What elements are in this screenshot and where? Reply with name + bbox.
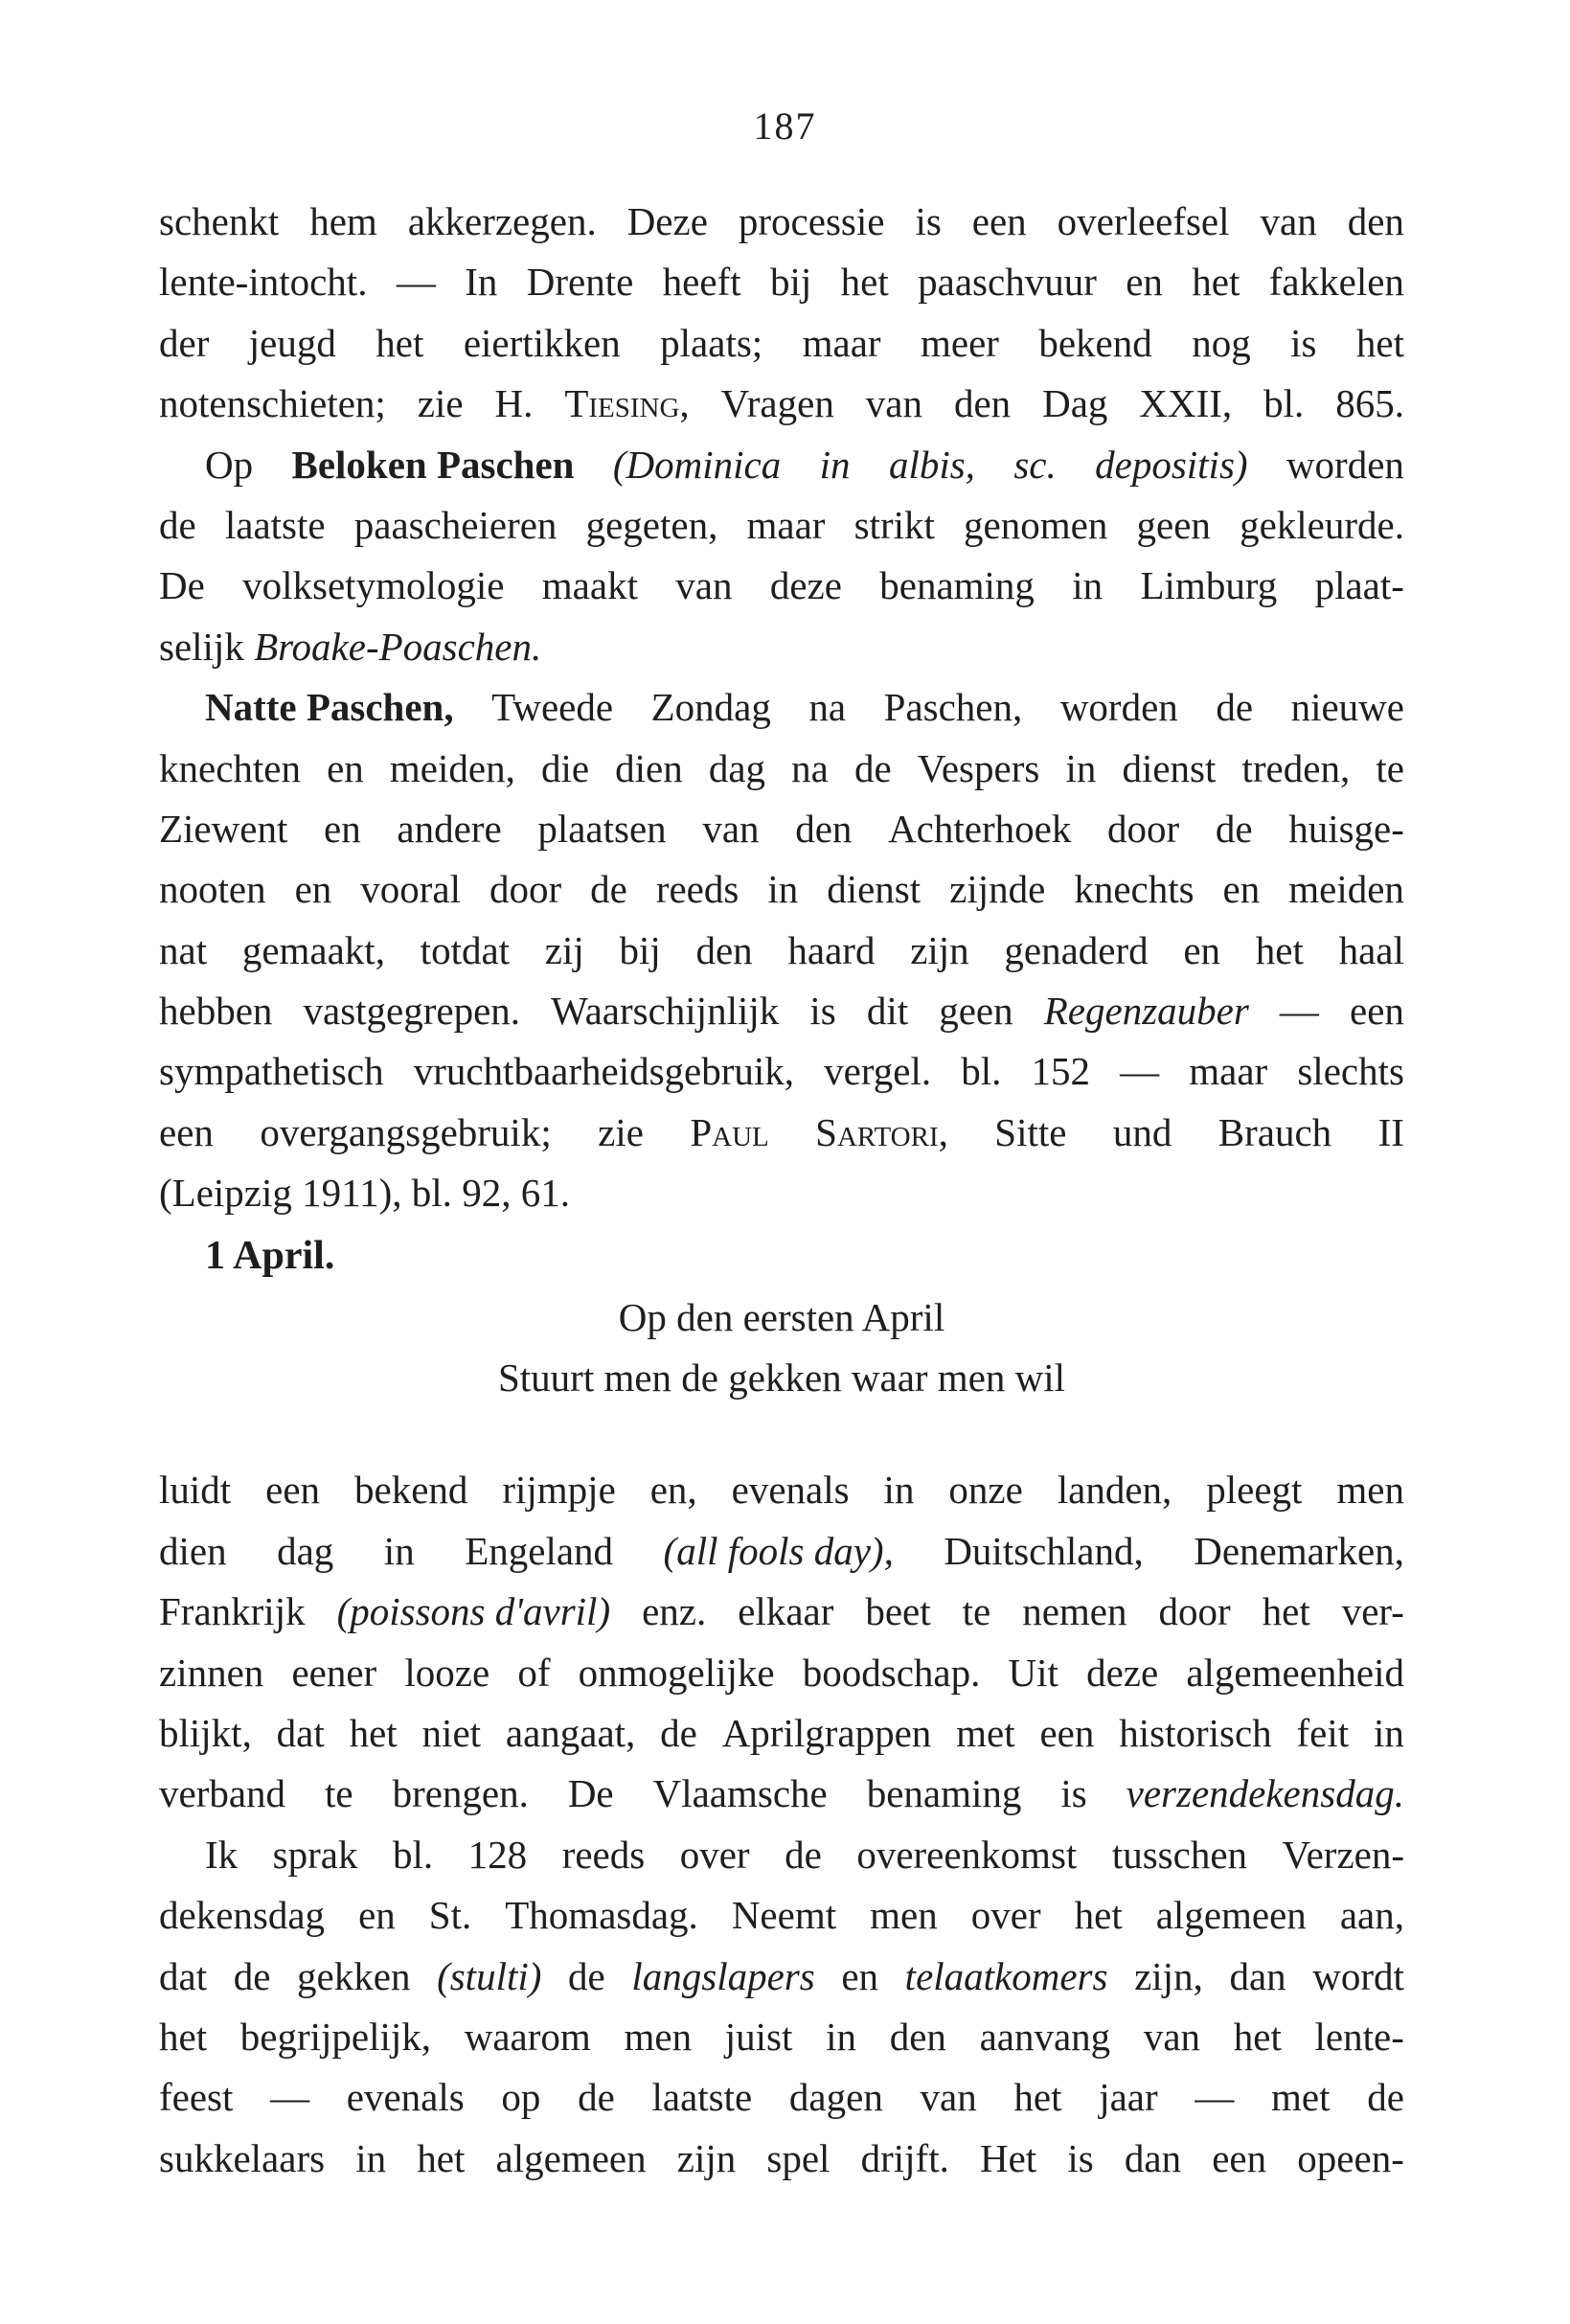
body-text (159, 192, 1404, 2189)
text-line: schenkt hem akkerzegen. Deze processie is een overleefsel van den (159, 199, 1404, 243)
author-name: Paul (690, 1109, 769, 1154)
text-line: selijk Broake-Poaschen. (159, 624, 542, 669)
text-line: Natte Paschen, Tweede Zondag na Paschen, worden de nieuwe (159, 677, 1404, 738)
text-line: lente-intocht. — In Drente heeft bij het paaschvuur en het fakkelen (159, 260, 1404, 305)
text-line: dien dag in Engeland (all fools day), Duitschland, Denemarken, (159, 1528, 1404, 1573)
spacer (159, 1408, 1404, 1460)
text-line: dekensdag en St. Thomasdag. Neemt men over het algemeen aan, (159, 1893, 1404, 1938)
term-natte-paschen: Natte Paschen, (205, 685, 454, 730)
text-line: Frankrijk (poissons d'avril) enz. elkaar beet te nemen door het ver- (159, 1589, 1404, 1634)
text-line: verband te brengen. De Vlaamsche benaming is verzendekensdag. (159, 1771, 1404, 1816)
page-number: 187 (753, 104, 817, 148)
text-line: knechten en meiden, die dien dag na de Vespers in dienst treden, te (159, 745, 1404, 790)
text-line: der jeugd het eiertikken plaats; maar meer bekend nog is het (159, 320, 1404, 365)
text-line: Op Beloken Paschen (Dominica in albis, sc. depositis) worden (159, 435, 1404, 495)
text-line: blijkt, dat het niet aangaat, de Aprilgrappen met een historisch feit in (159, 1710, 1404, 1755)
author-name: Sartori, (815, 1109, 948, 1154)
text-line: nat gemaakt, totdat zij bij den haard zijn genaderd en het haal (159, 927, 1404, 972)
text-line: luidt een bekend rijmpje en, evenals in onze landen, pleegt men (159, 1468, 1404, 1513)
text-line: sukkelaars in het algemeen zijn spel drijft. Het is dan een opeen- (159, 2135, 1404, 2180)
text-line: een overgangsgebruik; zie Paul Sartori, Sitte und Brauch II (159, 1103, 1404, 1163)
verse-line: Op den eersten April (618, 1294, 945, 1339)
text-line: feest — evenals op de laatste dagen van het jaar — met de (159, 2075, 1404, 2120)
text-line: het begrijpelijk, waarom men juist in den aanvang van het lente- (159, 2014, 1404, 2059)
text-line: notenschieten; zie H. Tiesing, Vragen van den Dag XXII, bl. 865. (159, 374, 1404, 434)
section-heading: 1 April. (205, 1233, 335, 1278)
text-line: De volksetymologie maakt van deze benaming in Limburg plaat- (159, 563, 1404, 608)
term-beloken-paschen: Beloken Paschen (291, 442, 575, 487)
verse-line: Stuurt men de gekken waar men wil (497, 1356, 1066, 1401)
text-line: (Leipzig 1911), bl. 92, 61. (159, 1171, 570, 1216)
text-line: de laatste paascheieren gegeten, maar strikt genomen geen gekleurde. (159, 502, 1404, 547)
text-line: zinnen eener looze of onmogelijke boodschap. Uit deze algemeenheid (159, 1650, 1404, 1695)
text-line: Ik sprak bl. 128 reeds over de overeenkomst tusschen Verzen- (205, 1832, 1404, 1877)
text-line: dat de gekken (stulti) de langslapers en telaatkomers zijn, dan wordt (159, 1953, 1404, 1998)
text-line: sympathetisch vruchtbaarheidsgebruik, vergel. bl. 152 — maar slechts (159, 1049, 1404, 1094)
text-line: Ziewent en andere plaatsen van den Achterhoek door de huisge- (159, 806, 1404, 851)
text-line: hebben vastgegrepen. Waarschijnlijk is dit geen Regenzauber — een (159, 989, 1404, 1034)
author-name: Tiesing, (564, 381, 690, 426)
text-line: nooten en vooral door de reeds in dienst zijnde knechts en meiden (159, 867, 1404, 912)
